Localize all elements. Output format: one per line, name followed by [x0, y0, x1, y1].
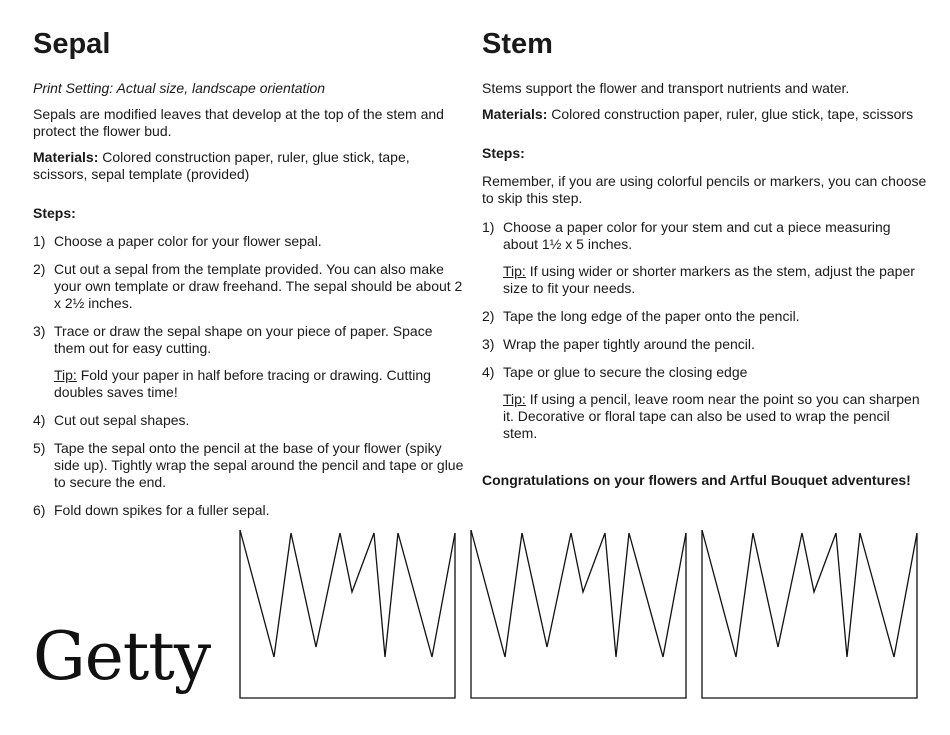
materials-text: Colored construction paper, ruler, glue stick, tape, scissors — [547, 106, 914, 122]
sepal-template-outline — [240, 530, 455, 698]
stem-description: Stems support the flower and transport nutrients and water. — [482, 80, 850, 96]
stem-step: 1) Choose a paper color for your stem and cut a piece measuring about 1½ x 5 inches. Tip: If using wider or shorter markers as the stem, adjust the paper size to fit your needs. — [482, 219, 927, 297]
congrats-message: Congratulations on your flowers and Artful Bouquet adventures! — [482, 472, 911, 488]
stem-tip: Tip: If using wider or shorter markers as the stem, adjust the paper size to fit your needs. — [503, 263, 915, 296]
stem-step: 3) Wrap the paper tightly around the pencil. — [482, 336, 755, 352]
getty-logo: Getty — [33, 618, 211, 695]
sepal-step: 6) Fold down spikes for a fuller sepal. — [33, 502, 270, 518]
sepal-template-spikes — [471, 530, 686, 657]
sepal-template-spikes — [240, 530, 455, 657]
sepal-step: 2) Cut out a sepal from the template provided. You can also make your own template or draw freehand. The sepal should be about 2 x 2½ inches. — [33, 261, 463, 311]
sepal-description: Sepals are modified leaves that develop at the top of the stem and protect the flower bud. — [33, 106, 444, 139]
sepal-steps-title: Steps: — [33, 205, 76, 221]
sepal-step: 3) Trace or draw the sepal shape on your piece of paper. Space them out for easy cutting. Tip: Fold your paper in half before tracing or drawing. Cutting doubles saves time! — [33, 323, 465, 401]
materials-text: Colored construction paper, ruler, glue stick, tape, scissors, sepal template (provided) — [33, 149, 410, 182]
materials-label: Materials: — [482, 106, 548, 122]
sepal-template-group — [240, 530, 917, 698]
stem-tip: Tip: If using a pencil, leave room near the point so you can sharpen it. Decorative or floral tape can also be used to wrap the pencil stem. — [503, 391, 920, 441]
stem-steps-title: Steps: — [482, 145, 525, 161]
sepal-step: 4) Cut out sepal shapes. — [33, 412, 190, 428]
stem-intro: Remember, if you are using colorful pencils or markers, you can choose to skip this step. — [482, 173, 927, 206]
sepal-template-outline — [702, 530, 917, 698]
sepal-step: 1) Choose a paper color for your flower sepal. — [33, 233, 322, 249]
stem-step: 2) Tape the long edge of the paper onto the pencil. — [482, 308, 800, 324]
sepal-template-spikes — [702, 530, 917, 657]
sepal-title: Sepal — [33, 28, 111, 60]
sepal-tip: Tip: Fold your paper in half before tracing or drawing. Cutting doubles saves time! — [54, 367, 431, 400]
materials-label: Materials: — [33, 149, 99, 165]
print-setting: Print Setting: Actual size, landscape orientation — [33, 80, 326, 96]
sepal-template-outline — [471, 530, 686, 698]
stem-step: 4) Tape or glue to secure the closing edge Tip: If using a pencil, leave room near the point so you can sharpen it. Decorative or floral tape can also be used to wrap the pencil stem. — [482, 364, 927, 442]
stem-title: Stem — [482, 28, 553, 60]
sepal-step: 5) Tape the sepal onto the pencil at the base of your flower (spiky side up). Tightly wrap the sepal around the pencil and tape or glue to secure the end. — [33, 440, 464, 490]
